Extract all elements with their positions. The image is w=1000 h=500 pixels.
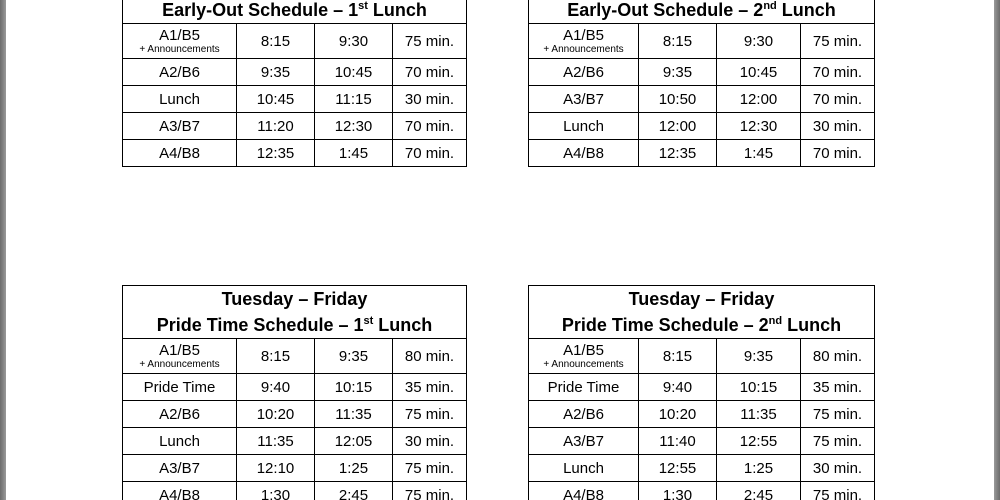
table-row: A3/B7 11:20 12:30 70 min.	[123, 113, 467, 140]
early-out-2nd-lunch-table	[528, 0, 875, 167]
table-title: Tuesday – Friday Pride Time Schedule – 1st Lunch	[123, 286, 467, 339]
table-row: A3/B7 12:10 1:25 75 min.	[123, 455, 467, 482]
table-row: Lunch 12:55 1:25 30 min.	[529, 455, 875, 482]
table-row: A4/B8 1:30 2:45 75 min.	[529, 482, 875, 500]
window-edge-left	[0, 0, 6, 500]
window-edge-right	[994, 0, 1000, 500]
table-row: A2/B6 9:35 10:45 70 min.	[529, 59, 875, 86]
table-row: A1/B5 + Announcements 8:15 9:35 80 min.	[123, 339, 467, 374]
table-row: Lunch 11:35 12:05 30 min.	[123, 428, 467, 455]
table-title: Tuesday – Friday Pride Time Schedule – 2nd Lunch	[529, 286, 875, 339]
table-row: A4/B8 12:35 1:45 70 min.	[529, 140, 875, 167]
early-out-1st-lunch-table	[122, 0, 467, 167]
table-row: Lunch 10:45 11:15 30 min.	[123, 86, 467, 113]
table-row: A2/B6 9:35 10:45 70 min.	[123, 59, 467, 86]
table-row: Pride Time 9:40 10:15 35 min.	[123, 374, 467, 401]
pride-time-1st-lunch-table	[122, 285, 467, 500]
table-row: Pride Time 9:40 10:15 35 min.	[529, 374, 875, 401]
table-row: A2/B6 10:20 11:35 75 min.	[123, 401, 467, 428]
table-title: Early-Out Schedule – 1st Lunch	[123, 0, 467, 24]
table-title: Early-Out Schedule – 2nd Lunch	[529, 0, 875, 24]
table-row: A4/B8 12:35 1:45 70 min.	[123, 140, 467, 167]
table-row: Lunch 12:00 12:30 30 min.	[529, 113, 875, 140]
table-row: A2/B6 10:20 11:35 75 min.	[529, 401, 875, 428]
table-row: A1/B5 + Announcements 8:15 9:35 80 min.	[529, 339, 875, 374]
table-row: A4/B8 1:30 2:45 75 min.	[123, 482, 467, 500]
pride-time-2nd-lunch-table	[528, 285, 875, 500]
table-row: A3/B7 11:40 12:55 75 min.	[529, 428, 875, 455]
table-row: A1/B5 + Announcements 8:15 9:30 75 min.	[529, 24, 875, 59]
table-row: A1/B5 + Announcements 8:15 9:30 75 min.	[123, 24, 467, 59]
table-row: A3/B7 10:50 12:00 70 min.	[529, 86, 875, 113]
